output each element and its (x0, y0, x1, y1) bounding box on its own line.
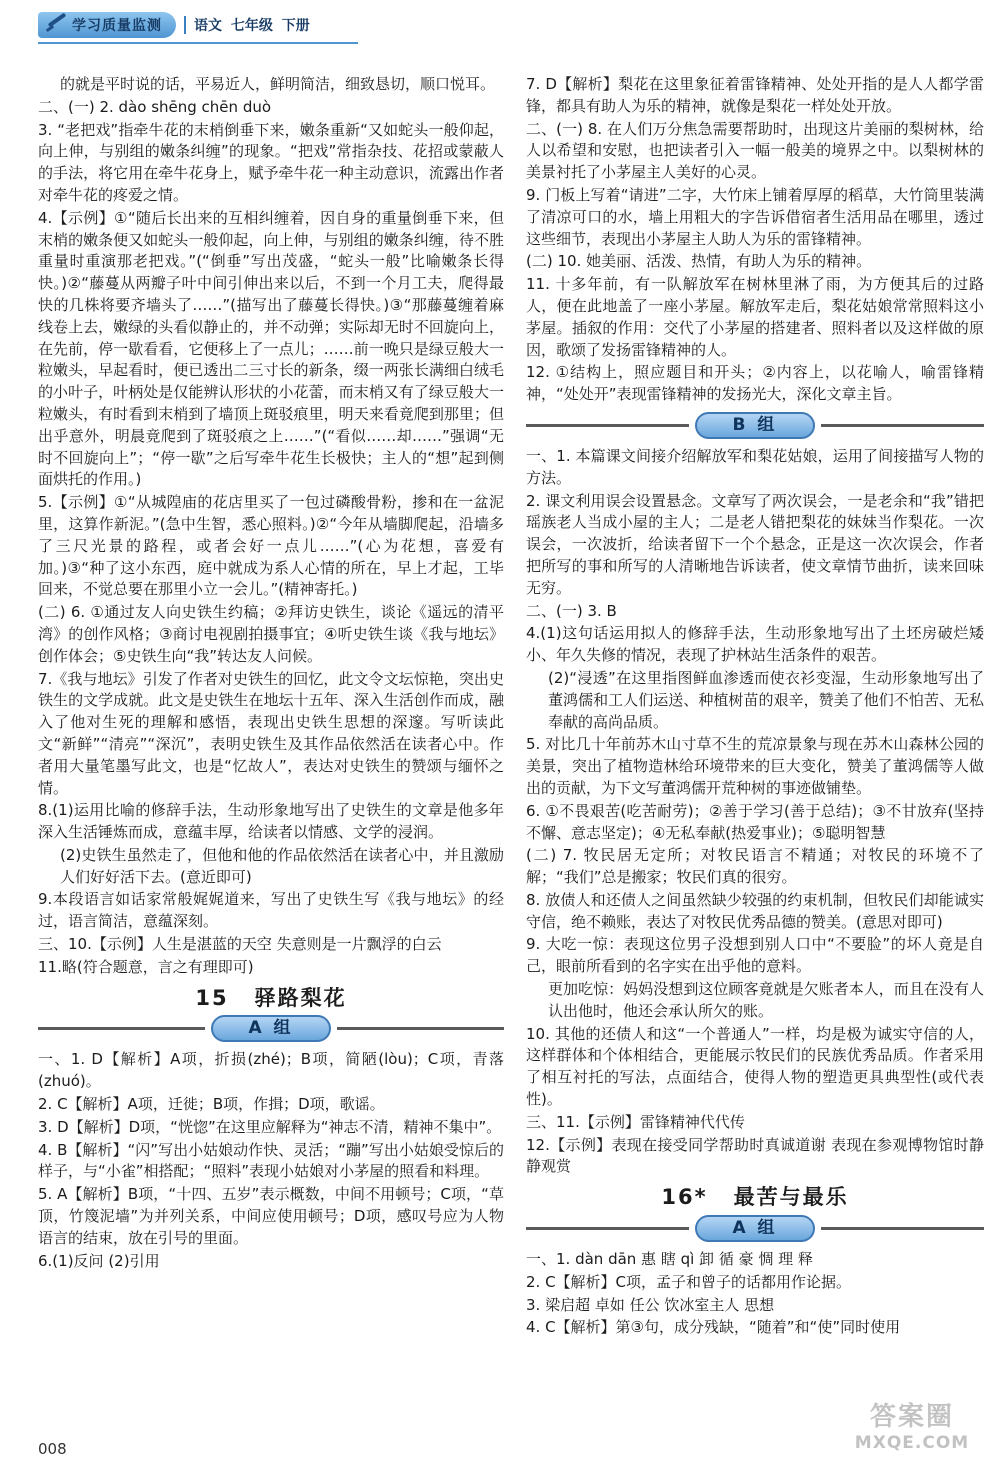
answer-item: 8. 放债人和还债人之间虽然缺少较强的约束机制，但牧民们却能诚实守信，绝不赖账，表达了对牧民优秀品德的赞美。(意思对即可) (526, 890, 984, 931)
group-b-badge: B 组 (695, 412, 815, 439)
answer-item: 7.《我与地坛》引发了作者对史铁生的回忆，此文令文坛惊艳，突出史铁生的文学成就。此文是史铁生在地坛十五年、深入生活创作而成，融入了他对生死的理解和感悟，表现出史铁生思想的深邃。写听读此文“新鲜”“清亮”“深沉”，表明史铁生及其作品依然活在读者心中。作者用大量笔墨写此文，也是“忆故人”，表达对史铁生的赞颂与缅怀之情。 (38, 669, 504, 797)
banner-line (38, 1027, 205, 1030)
answer-item: 2. C【解析】C项，孟子和曾子的话都用作论据。 (526, 1272, 852, 1291)
lesson-15-title (38, 985, 504, 1010)
lesson-16-a-answers (526, 1249, 984, 1339)
banner-line (337, 1027, 504, 1030)
answer-item: 12.【示例】表现在接受同学帮助时真诚道谢 表现在参观博物馆时静静观赏 (526, 1135, 984, 1176)
lesson-15-a-answers (38, 1049, 504, 1272)
answer-item: 一、1. D【解析】A项，折损(zhé)；B项，简陋(lòu)；C项，青落(zhuó)。 (38, 1050, 504, 1091)
grade: 七年级 (230, 18, 273, 34)
answer-item: 7. D【解析】梨花在这里象征着雷锋精神、处处开指的是人人都学雷锋，都具有助人为乐的精神，就像是梨花一样处处开放。 (526, 75, 984, 115)
answer-item: 4. B【解析】“闪”写出小姑娘动作快、灵活；“蹦”写出小姑娘受惊后的样子，与“小雀”相搭配；“照料”表现小姑娘对小茅屋的照看和料理。 (38, 1140, 504, 1181)
answer-item: 2. C【解析】A项，迁徙；B项，作揖；D项，歌谣。 (38, 1095, 385, 1114)
answer-item: 5.【示例】①“从城隍庙的花店里买了一包过磷酸骨粉，掺和在一盆泥里，这算作新泥。”(急中生智，悉心照料。)②“今年从墙脚爬起，沿墙多了三尺光景的路程，或者会好一点儿……”(心为花想，喜爱有加。)③“种了这小东西，庭中就成为系人心情的所在，早上才起，工毕回来，不觉总要在那里小立一会儿。”(精神寄托。) (38, 493, 504, 599)
group-a-banner-15 (38, 1015, 504, 1042)
volume: 下册 (281, 18, 310, 34)
answer-item: 12. ①结构上，照应题目和开头；②内容上，以花喻人，喻雷锋精神，“处处开”表现雷锋精神的发扬光大，深化文章主旨。 (526, 363, 984, 404)
left-answers (38, 74, 504, 979)
answer-item: 11.略(符合题意，言之有理即可) (38, 957, 254, 976)
answer-item: 5. A【解析】B项，“十四、五岁”表示概数，中间不用顿号；C项，“草顶，竹篾泥墙”为并列关系，中间应使用顿号；D项，感叹号应为人物语言的结束，放在引号的里面。 (38, 1185, 504, 1247)
lesson-number: 15 (195, 985, 229, 1010)
answer-item: 二、(一) 8. 在人们万分焦急需要帮助时，出现这片美丽的梨树林，给人以希望和安慰，也把读者引入一幅一般美的境界之中。以梨树林的美景衬托了小茅屋主人美好的心灵。 (526, 119, 984, 182)
answer-item: 4. C【解析】第③句，成分残缺，“随着”和“使”同时使用 (526, 1318, 901, 1337)
lesson-title: 驿路梨花 (254, 985, 347, 1010)
subject-label (194, 15, 310, 35)
answer-item: (2)“浸透”在这里指图鲜血渗透而使衣衫变湿，生动形象地写出了董鸿儒和工人们运送、种植树苗的艰辛，赞美了他们不怕苦、无私奉献的高尚品质。 (548, 668, 984, 731)
answer-item: 二、(一) 3. B (526, 601, 617, 620)
group-a-banner-16 (526, 1215, 984, 1242)
watermark-line2: MXQE.COM (854, 1433, 970, 1453)
series-badge (38, 12, 176, 38)
header-divider (184, 16, 186, 34)
answer-item: 9.本段语言如话家常般娓娓道来，写出了史铁生写《我与地坛》的经过，语言简洁，意蕴深刻。 (38, 890, 504, 931)
banner-line (821, 424, 984, 427)
answer-item: 4.(1)这句话运用拟人的修辞手法，生动形象地写出了土坯房破烂矮小、年久失修的情况，表现了护林站生活条件的艰苦。 (526, 624, 984, 665)
lesson-15-b-answers (526, 446, 984, 1178)
lesson-number: 16* (661, 1185, 708, 1210)
left-column (38, 74, 504, 1273)
answer-item: 4.【示例】①“随后长出来的互相纠缠着，因自身的重量倒垂下来，但末梢的嫩条便又如蛇头一般仰起，向上伸，与别组的嫩条纠缠，待不胜重量时重演那老把戏。”(“倒垂”写出茂盛，“蛇头一般”比喻嫩条长得快。)②“藤蔓从两瓣子叶中间引伸出来以后，不到一个月工夫，爬得最快的几株将要齐墙头了……”(描写出了藤蔓长得快。)③“那藤蔓缠着麻线卷上去，嫩绿的头看似静止的，并不动弹；实际却无时不回旋向上，在先前，停一歇看看，它便移上了一点儿；……前一晚只是绿豆般大一粒嫩头，早起看时，便已透出二三寸长的新条，缀一两张长满细白绒毛的小叶子，叶柄处是仅能辨认形状的小花蕾，而末梢又有了绿豆般大一粒嫩头，有时看到末梢到了墙顶上斑驳痕里，明天来看竟爬到那里；但出乎意外，明晨竟爬到了斑驳痕之上……”(“看似……却……”强调“无时不回旋向上”；“停一歇”之后写牵牛花生长极快；主人的“想”起到侧面烘托的作用。) (38, 208, 504, 489)
header-rule (38, 42, 358, 44)
group-b-banner (526, 412, 984, 439)
answer-item: 的就是平时说的话，平易近人，鲜明简洁，细致恳切，顺口悦耳。 (60, 75, 496, 93)
lesson-16-title (526, 1187, 984, 1209)
group-a-badge: A 组 (211, 1015, 331, 1042)
answer-item: 三、10.【示例】人生是湛蓝的天空 失意则是一片飘浮的白云 (38, 935, 442, 954)
answer-item: 二、(一) 2. dào shēng chēn duò (38, 97, 272, 116)
series-title: 学习质量监测 (72, 18, 162, 34)
answer-item: 6.(1)反问 (2)引用 (38, 1251, 160, 1270)
answer-item: 一、1. dàn dān 惠 瞎 qì 卸 循 豪 惆 理 释 (526, 1250, 813, 1269)
answer-item: (二) 7. 牧民居无定所；对牧民语言不精通；对牧民的环境不了解；“我们”总是搬家；牧民们真的很穷。 (526, 846, 984, 887)
group-a-badge: A 组 (695, 1215, 815, 1242)
answer-item: 10. 其他的还债人和这“一个普通人”一样，均是极为诚实守信的人，这样群体和个体相结合，更能展示牧民们的民族优秀品质。作者采用了相互衬托的写法，点面结合，使得人物的塑造更具典型性(或代表性)。 (526, 1024, 984, 1109)
answer-item: 5. 对比几十年前苏木山寸草不生的荒凉景象与现在苏木山森林公园的美景，突出了植物造林给环境带来的巨大变化，赞美了董鸿儒等人做出的贡献，为下文写董鸿儒开荒种树的事迹做铺垫。 (526, 735, 984, 797)
answer-item: 11. 十多年前，有一队解放军在树林里淋了雨，为方便其后的过路人，便在此地盖了一座小茅屋。解放军走后，梨花姑娘常常照料这小茅屋。插叙的作用：交代了小茅屋的搭建者、照料者以及这样做的原因，歌颂了发扬雷锋精神的人。 (526, 275, 984, 359)
watermark-logo (838, 1404, 986, 1456)
answer-item: 3. “老把戏”指牵牛花的末梢倒垂下来，嫩条重新“又如蛇头一般仰起，向上伸，与别组的嫩条纠缠”的现象。“把戏”常指杂技、花招或蒙蔽人的手法，将它用在牵牛花身上，赋予牵牛花一种主动意识，流露出作者对牵牛花的疼爱之情。 (38, 120, 504, 204)
answer-item: 3. 梁启超 卓如 任公 饮冰室主人 思想 (526, 1295, 775, 1314)
right-column (526, 74, 984, 1340)
answer-item: (二) 6. ①通过友人向史铁生约稿；②拜访史铁生，谈论《遥远的清平湾》的创作风格；③商讨电视剧拍摄事宜；④听史铁生谈《我与地坛》创作体会；⑤史铁生向“我”转达友人问候。 (38, 603, 504, 665)
answer-item: 8.(1)运用比喻的修辞手法，生动形象地写出了史铁生的文章是他多年深入生活锤炼而成，意蕴丰厚，给读者以情感、文学的浸润。 (38, 801, 504, 842)
answer-item: 9. 大吃一惊：表现这位男子没想到别人口中“不要脸”的坏人竟是自己，眼前所看到的名字实在出乎他的意料。 (526, 935, 984, 976)
banner-line (821, 1227, 984, 1230)
answer-item: 一、1. 本篇课文间接介绍解放军和梨花姑娘，运用了间接描写人物的方法。 (526, 446, 984, 487)
answer-item: 2. 课文利用误会设置悬念。文章写了两次误会，一是老余和“我”错把瑶族老人当成小屋的主人；二是老人错把梨花的妹妹当作梨花。一次误会，一次波折，给读者留下一个个悬念，正是这一次次误会，作者把所写的事和所写的人清晰地告诉读者，使文章情节曲折，读来回味无穷。 (526, 491, 984, 597)
answer-item: 9. 门板上写着“请进”二字，大竹床上铺着厚厚的稻草，大竹筒里装满了清凉可口的水，墙上用粗大的字告诉借宿者生活用品在哪里，透过这些细节，表现出小茅屋主人助人为乐的雷锋精神。 (526, 185, 984, 248)
answer-item: (二) 10. 她美丽、活泼、热情，有助人为乐的精神。 (526, 252, 872, 271)
answer-item: 更加吃惊：妈妈没想到这位顾客竟就是欠账者本人，而且在没有人认出他时，他还会承认所欠的账。 (548, 980, 984, 1020)
right-answers (526, 74, 984, 406)
answer-item: 6. ①不畏艰苦(吃苦耐劳)；②善于学习(善于总结)；③不甘放弃(坚持不懈、意志坚定)；④无私奉献(热爱事业)；⑤聪明智慧 (526, 801, 984, 842)
banner-line (526, 424, 689, 427)
watermark-line1: 答案圈 (869, 1402, 954, 1432)
banner-line (526, 1227, 689, 1230)
answer-item: (2)史铁生虽然走了，但他和他的作品依然活在读者心中，并且激励人们好好活下去。(意近即可) (60, 845, 504, 886)
answer-item: 3. D【解析】D项，“恍惚”在这里应解释为“神志不清，精神不集中”。 (38, 1117, 502, 1136)
pen-tip (46, 25, 54, 32)
lesson-title: 最苦与最乐 (733, 1185, 849, 1210)
page-number: 008 (38, 1440, 67, 1458)
running-header (38, 10, 310, 40)
answer-item: 三、11.【示例】雷锋精神代代传 (526, 1112, 745, 1131)
subject: 语文 (194, 18, 222, 34)
